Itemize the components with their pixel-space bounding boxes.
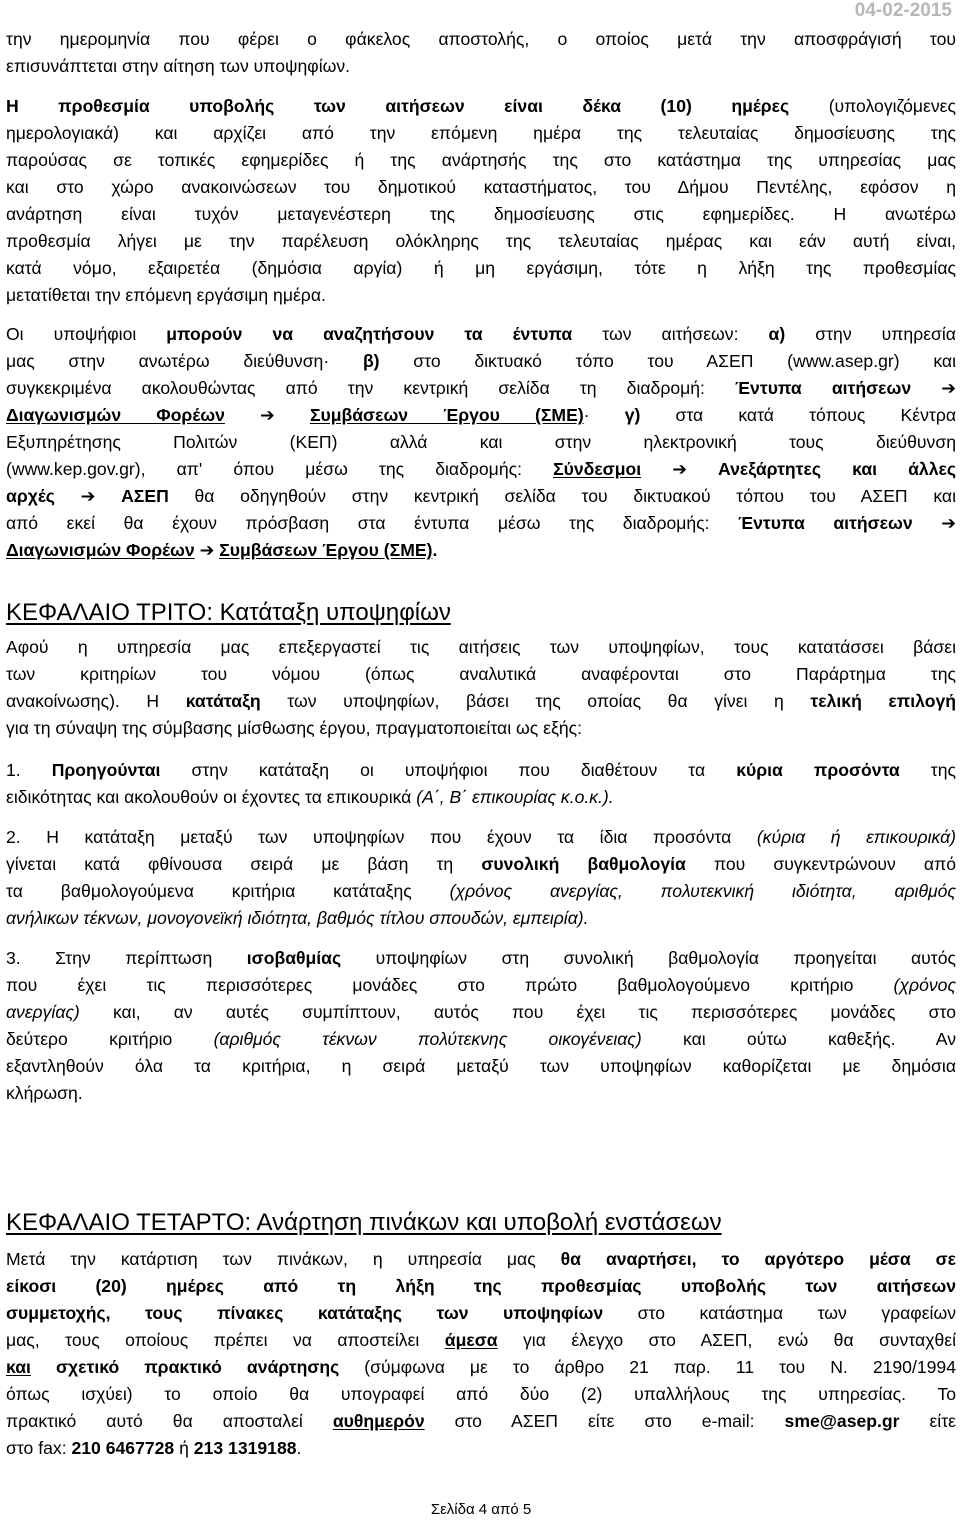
- text-line: [6, 878, 956, 905]
- text-span: για έλεγχο στο ΑΣΕΠ, ενώ θα συνταχθεί: [497, 1330, 956, 1350]
- bold-span: θα αναρτήσει, το αργότερο μέσα σε: [560, 1249, 956, 1269]
- bold-span: κύρια προσόντα: [736, 760, 900, 780]
- text-line: [6, 93, 956, 120]
- paragraph-deadline: [6, 93, 956, 309]
- text-line: [6, 688, 956, 715]
- text-line: και στο χώρο ανακοινώσεων του δημοτικού καταστήματος, του Δήμου Πεντέλης, εφόσον η: [6, 177, 956, 197]
- text-line: [6, 483, 956, 510]
- italic-span: ανεργίας): [6, 1002, 80, 1022]
- text-span: στην υπηρεσία: [785, 324, 956, 344]
- arrow-right-icon: ➔: [199, 540, 215, 560]
- text-line: [6, 905, 956, 932]
- text-span: ·: [583, 405, 625, 425]
- text-span: πρακτικό αυτό θα αποσταλεί: [6, 1411, 333, 1431]
- bold-span: β): [362, 351, 380, 371]
- text-line: [6, 1327, 956, 1354]
- text-span: Οι υποψήφιοι: [6, 324, 167, 344]
- paragraph-forms: [6, 321, 956, 564]
- arrow-right-icon: ➔: [80, 486, 96, 506]
- text-line: [6, 1246, 956, 1273]
- text-span: θα οδηγηθούν στην κεντρική σελίδα του δικτυακού τόπου του ΑΣΕΠ και: [168, 486, 956, 506]
- text-line: προθεσμία λήγει με την παρέλευση ολόκληρης της τελευταίας ημέρας και εάν αυτή είναι,: [6, 231, 956, 251]
- text-line: [6, 999, 956, 1026]
- date-stamp: 04-02-2015: [854, 0, 952, 21]
- text-line: Εξυπηρέτησης Πολιτών (ΚΕΠ) αλλά και στην ηλεκτρονική τους διεύθυνση: [6, 432, 956, 452]
- text-span: που έχει τις περισσότερες μονάδες στο πρώτο βαθμολογούμενο κριτήριο: [6, 975, 894, 995]
- text-line: [6, 510, 956, 537]
- bold-span: Ανεξάρτητες και άλλες: [718, 459, 957, 479]
- bold-span: είκοσι (20) ημέρες από τη λήξη της προθεσμίας υποβολής των αιτήσεων: [6, 1276, 956, 1296]
- bold-underlined-span: Διαγωνισμών Φορέων: [6, 405, 225, 425]
- bold-span: σχετικό πρακτικό ανάρτησης: [30, 1357, 340, 1377]
- text-span: υποψηφίων στη συνολική βαθμολογία προηγείται αυτός: [341, 948, 956, 968]
- italic-span: (αριθμός τέκνων πολύτεκνης οικογένειας): [213, 1029, 642, 1049]
- text-line: [6, 1300, 956, 1327]
- text-span: των υποψηφίων, βάσει της οποίας θα γίνει η: [260, 691, 811, 711]
- text-span: στο δικτυακό τόπο του ΑΣΕΠ (www.asep.gr) και: [379, 351, 956, 371]
- text-span: ανακοίνωσης). Η: [6, 691, 186, 711]
- document-page: [6, 0, 956, 1524]
- text-line: παρούσας σε τοπικές εφημερίδες ή της ανάρτησής της στο κατάστημα της υπηρεσίας μας: [6, 150, 956, 170]
- text-span: στο ΑΣΕΠ είτε στο e-mail:: [424, 1411, 785, 1431]
- text-line: ανάρτηση είναι τυχόν μεταγενέστερη της δημοσίευσης στις εφημερίδες. Η ανωτέρω: [6, 204, 956, 224]
- email-address: sme@asep.gr: [784, 1411, 900, 1431]
- text-line: κατά νόμο, εξαιρετέα (δημόσια αργία) ή μη εργάσιμη, τότε η λήξη της προθεσμίας: [6, 258, 956, 278]
- bold-underlined-span: Σύνδεσμοι: [553, 459, 642, 479]
- text-span: (www.kep.gov.gr), απ' όπου μέσω της διαδρομής:: [6, 459, 554, 479]
- bold-span: Έντυπα αιτήσεων: [738, 513, 913, 533]
- arrow-right-icon: ➔: [672, 459, 687, 479]
- text-line: [6, 1026, 956, 1053]
- text-span: και ούτω καθεξής. Αν: [641, 1029, 956, 1049]
- text-line: [6, 321, 956, 348]
- italic-span: (χρόνος ανεργίας, πολυτεκνική ιδιότητα, αριθμός: [449, 881, 956, 901]
- paragraph-ranking: [6, 634, 956, 742]
- text-span: γίνεται κατά φθίνουσα σειρά με βάση τη: [6, 854, 482, 874]
- text-line: [6, 824, 956, 851]
- arrow-right-icon: ➔: [941, 513, 956, 533]
- deadline-bold: Η προθεσμία υποβολής των αιτήσεων είναι δέκα (10) ημέρες: [6, 96, 790, 116]
- text-span: της: [899, 760, 957, 780]
- bold-underlined-span: αυθημερόν: [332, 1411, 425, 1431]
- bold-span: συνολική βαθμολογία: [481, 854, 686, 874]
- text-line: κλήρωση.: [6, 1083, 83, 1103]
- text-line: εξαντληθούν όλα τα κριτήρια, η σειρά μεταξύ των υποψηφίων καθορίζεται με δημόσια: [6, 1056, 956, 1076]
- text-line: για τη σύναψη της σύμβασης μίσθωσης έργου, πραγματοποιείται ως εξής:: [6, 718, 582, 738]
- bold-span: Προηγούνται: [51, 760, 161, 780]
- text-line: [6, 1408, 956, 1435]
- italic-span: ανήλικων τέκνων, μονογονεϊκή ιδιότητα, βαθμός τίτλου σπουδών, εμπειρία).: [6, 908, 589, 928]
- text-span: 3. Στην περίπτωση: [6, 948, 247, 968]
- text-span: ή: [174, 1438, 194, 1458]
- text-line: όπως ισχύει) το οποίο θα υπογραφεί από δύο (2) υπαλλήλους της υπηρεσίας. Το: [6, 1384, 956, 1404]
- text-line: [6, 1273, 956, 1300]
- bold-span: μπορούν να αναζητήσουν τα έντυπα: [166, 324, 573, 344]
- bold-underlined-span: Συμβάσεων Έργου (ΣΜΕ): [219, 540, 433, 560]
- bold-span: αρχές: [6, 486, 55, 506]
- text-line: [6, 757, 956, 784]
- text-line: [6, 375, 956, 402]
- text-span: 1.: [6, 760, 52, 780]
- text-line: [6, 348, 956, 375]
- bold-span: κατάταξη: [185, 691, 261, 711]
- bold-span: ΑΣΕΠ: [121, 486, 169, 506]
- paragraph-submission-date: [6, 26, 956, 80]
- bold-underlined-span: Διαγωνισμών Φορέων: [6, 540, 195, 560]
- italic-span: (Α΄, Β΄ επικουρίας κ.ο.κ.).: [416, 787, 614, 807]
- text-span: τα βαθμολογούμενα κριτήρια κατάταξης: [6, 881, 450, 901]
- text-span: στο κατάστημα των γραφείων: [603, 1303, 956, 1323]
- text-span: (σύμφωνα με το άρθρο 21 παρ. 11 του Ν. 2190/1994: [339, 1357, 956, 1377]
- bold-span: ισοβαθμίας: [246, 948, 342, 968]
- bold-underlined-span: και: [6, 1357, 31, 1377]
- text-line: την ημερομηνία που φέρει ο φάκελος αποστολής, ο οποίος μετά την αποσφράγισή του: [6, 29, 956, 49]
- bold-underlined-span: άμεσα: [444, 1330, 498, 1350]
- text-line: μετατίθεται την επόμενη εργάσιμη ημέρα.: [6, 285, 326, 305]
- text-line: [6, 1354, 956, 1381]
- text-span: στο fax:: [6, 1438, 72, 1458]
- text-span: μας στην ανωτέρω διεύθυνση·: [6, 351, 363, 371]
- bold-span: συμμετοχής, τους πίνακες κατάταξης των υποψηφίων: [6, 1303, 604, 1323]
- text-line: [6, 1435, 956, 1462]
- text-span: (υπολογιζόμενες: [789, 96, 956, 116]
- text-span: των αιτήσεων:: [572, 324, 769, 344]
- text-span: συγκεκριμένα ακολουθώντας από την κεντρική σελίδα τη διαδρομή:: [6, 378, 736, 398]
- italic-span: (κύρια ή επικουρικά): [756, 827, 957, 847]
- text-line: [6, 851, 956, 878]
- text-line: ημερολογιακά) και αρχίζει από την επόμενη ημέρα της τελευταίας δημοσίευσης της: [6, 123, 956, 143]
- text-line: [6, 784, 956, 811]
- text-line: [6, 945, 956, 972]
- bold-span: Έντυπα αιτήσεων: [735, 378, 912, 398]
- text-span: δεύτερο κριτήριο: [6, 1029, 214, 1049]
- bold-span: α): [768, 324, 786, 344]
- bold-span: τελική επιλογή: [810, 691, 956, 711]
- arrow-right-icon: ➔: [941, 378, 957, 398]
- text-line: [6, 537, 956, 564]
- ranking-rule-3: [6, 945, 956, 1107]
- fax-number: 213 1319188: [193, 1438, 297, 1458]
- text-span: στα κατά τόπους Κέντρα: [640, 405, 956, 425]
- page-number-footer: Σελίδα 4 από 5: [430, 1501, 532, 1518]
- text-span: είτε: [899, 1411, 957, 1431]
- text-span: στην κατάταξη οι υποψήφιοι που διαθέτουν τα: [160, 760, 737, 780]
- text-span: .: [296, 1438, 302, 1458]
- text-span: Μετά την κατάρτιση των πινάκων, η υπηρεσία μας: [6, 1249, 561, 1269]
- bold-span: .: [432, 540, 438, 560]
- paragraph-tables-posting: [6, 1246, 956, 1462]
- fax-number: 210 6467728: [71, 1438, 175, 1458]
- text-line: επισυνάπτεται στην αίτηση των υποψηφίων.: [6, 56, 351, 76]
- text-line: [6, 972, 956, 999]
- ranking-rule-1: [6, 757, 956, 811]
- italic-span: (χρόνος: [893, 975, 956, 995]
- text-span: και, αν αυτές συμπίπτουν, αυτός που έχει τις περισσότερες μονάδες στο: [79, 1002, 956, 1022]
- text-line: των κριτηρίων του νόμου (όπως αναλυτικά αναφέρονται στο Παράρτημα της: [6, 664, 956, 684]
- text-span: μας, τους οποίους πρέπει να αποστείλει: [6, 1330, 445, 1350]
- text-line: [6, 456, 956, 483]
- arrow-right-icon: ➔: [260, 405, 275, 425]
- bold-underlined-span: Συμβάσεων Έργου (ΣΜΕ): [309, 405, 584, 425]
- chapter-three-heading: ΚΕΦΑΛΑΙΟ ΤΡΙΤΟ: Κατάταξη υποψηφίων: [6, 599, 451, 626]
- text-span: που συγκεντρώνουν από: [685, 854, 956, 874]
- text-span: ειδικότητας και ακολουθούν οι έχοντες τα επικουρικά: [6, 787, 417, 807]
- text-line: Αφού η υπηρεσία μας επεξεργαστεί τις αιτήσεις των υποψηφίων, τους κατατάσσει βάσει: [6, 637, 956, 657]
- text-span: από εκεί θα έχουν πρόσβαση στα έντυπα μέσω της διαδρομής:: [6, 513, 739, 533]
- text-line: [6, 402, 956, 429]
- chapter-four-heading: ΚΕΦΑΛΑΙΟ ΤΕΤΑΡΤΟ: Ανάρτηση πινάκων και υποβολή ενστάσεων: [6, 1209, 722, 1236]
- bold-span: γ): [624, 405, 641, 425]
- text-span: 2. Η κατάταξη μεταξύ των υποψηφίων που έχουν τα ίδια προσόντα: [6, 827, 757, 847]
- ranking-rule-2: [6, 824, 956, 932]
